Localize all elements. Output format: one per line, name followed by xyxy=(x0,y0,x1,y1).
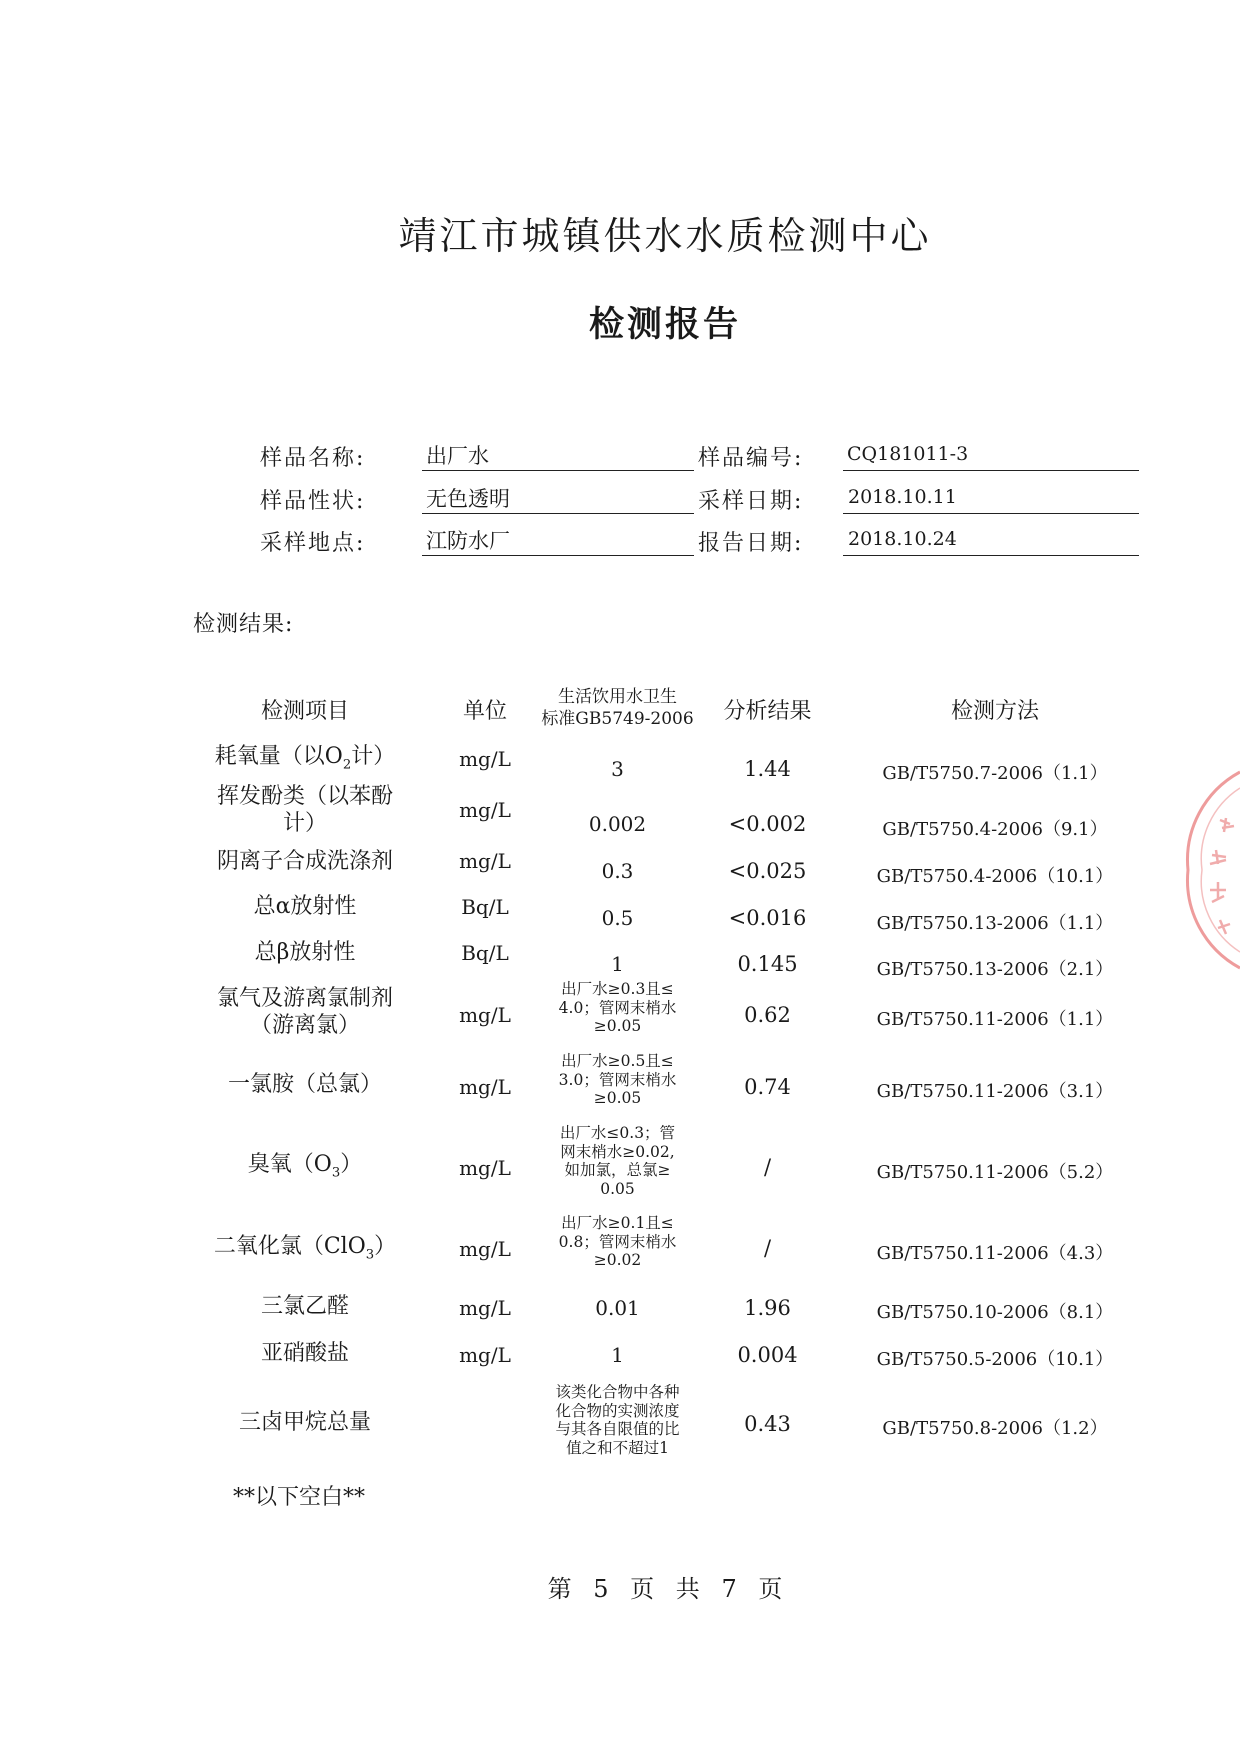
end-of-content-note: **以下空白** xyxy=(233,1485,366,1510)
standard-limit: 出厂水≥0.3且≤ 4.0；管网末梢水 ≥0.05 xyxy=(558,980,677,1035)
item-name: 挥发酚类（以苯酚 计） xyxy=(216,784,393,836)
test-method: GB/T5750.11-2006（5.2） xyxy=(876,1162,1114,1183)
item-name: 耗氧量（以$O_2$计） xyxy=(214,744,396,773)
unit: mg/L xyxy=(459,1156,511,1180)
test-method: GB/T5750.11-2006（4.3） xyxy=(876,1243,1114,1264)
column-header-method: 检测方法 xyxy=(950,699,1039,724)
analysis-result: / xyxy=(763,1236,772,1260)
analysis-result: <0.016 xyxy=(728,906,807,930)
column-header-item: 检测项目 xyxy=(260,699,349,724)
unit: Bq/L xyxy=(461,895,509,919)
item-name: 氯气及游离氯制剂 （游离氯） xyxy=(216,986,393,1038)
unit: mg/L xyxy=(459,1296,511,1320)
unit: mg/L xyxy=(459,1003,511,1027)
standard-limit: 0.01 xyxy=(595,1296,640,1320)
standard-limit: 出厂水≤0.3；管 网末梢水≥0.02, 如加氯，总氯≥ 0.05 xyxy=(559,1124,676,1198)
standard-limit: 0.5 xyxy=(601,906,634,930)
standard-limit: 0.002 xyxy=(588,812,647,836)
analysis-result: 0.74 xyxy=(744,1075,791,1099)
report-date-label: 报告日期: xyxy=(698,531,804,556)
sample-property-value: 无色透明 xyxy=(422,483,694,514)
sampling-date-label: 采样日期: xyxy=(698,489,804,514)
sample-property-label: 样品性状: xyxy=(260,489,366,514)
page-number: 第 5 页 共 7 页 xyxy=(547,1575,783,1603)
item-name: 臭氧$(O_3)$ xyxy=(247,1152,363,1181)
unit: mg/L xyxy=(459,798,511,822)
item-name: 三氯乙醛 xyxy=(260,1294,349,1319)
standard-limit: 1 xyxy=(611,1343,624,1367)
standard-limit: 该类化合物中各种 化合物的实测浓度 与其各自限值的比 值之和不超过1 xyxy=(555,1383,680,1457)
test-method: GB/T5750.11-2006（3.1） xyxy=(876,1081,1114,1102)
sample-no-label: 样品编号: xyxy=(698,446,804,471)
test-method: GB/T5750.11-2006（1.1） xyxy=(876,1009,1114,1030)
test-method: GB/T5750.4-2006（10.1） xyxy=(876,866,1114,887)
sample-name-label: 样品名称: xyxy=(260,446,366,471)
analysis-result: / xyxy=(763,1155,772,1179)
column-header-standard-line2: 标准GB5749-2006 xyxy=(541,709,694,729)
item-name: 三卤甲烷总量 xyxy=(238,1410,371,1435)
sampling-date-value: 2018.10.11 xyxy=(843,483,1139,514)
analysis-result: 0.004 xyxy=(737,1343,798,1367)
column-header-result: 分析结果 xyxy=(723,699,812,724)
analysis-result: 1.96 xyxy=(744,1296,791,1320)
official-seal-stamp xyxy=(1180,760,1240,1000)
unit: mg/L xyxy=(459,747,511,771)
item-name: 阴离子合成洗涤剂 xyxy=(216,849,393,874)
standard-limit: 出厂水≥0.1且≤ 0.8；管网末梢水 ≥0.02 xyxy=(558,1214,677,1269)
test-method: GB/T5750.5-2006（10.1） xyxy=(876,1349,1114,1370)
report-title: 检测报告 xyxy=(588,304,741,345)
unit: mg/L xyxy=(459,849,511,873)
test-method: GB/T5750.7-2006（1.1） xyxy=(882,763,1108,784)
item-name: 总β放射性 xyxy=(254,940,356,965)
unit: mg/L xyxy=(459,1237,511,1261)
unit: mg/L xyxy=(459,1075,511,1099)
item-name: 一氯胺（总氯） xyxy=(227,1072,382,1097)
report-date-value: 2018.10.24 xyxy=(843,525,1139,556)
column-header-unit: 单位 xyxy=(462,699,507,724)
sampling-site-label: 采样地点: xyxy=(260,531,366,556)
unit: Bq/L xyxy=(461,941,509,965)
analysis-result: 0.145 xyxy=(737,952,798,976)
column-header-standard xyxy=(540,686,695,730)
unit: mg/L xyxy=(459,1343,511,1367)
test-method: GB/T5750.4-2006（9.1） xyxy=(882,819,1108,840)
test-method: GB/T5750.13-2006（2.1） xyxy=(876,959,1114,980)
organization-title: 靖江市城镇供水水质检测中心 xyxy=(398,214,932,258)
test-method: GB/T5750.10-2006（8.1） xyxy=(876,1302,1114,1323)
standard-limit: 出厂水≥0.5且≤ 3.0；管网末梢水 ≥0.05 xyxy=(558,1052,677,1107)
sampling-site-value: 江防水厂 xyxy=(422,525,694,556)
test-method: GB/T5750.13-2006（1.1） xyxy=(876,913,1114,934)
analysis-result: <0.002 xyxy=(728,812,807,836)
column-header-standard-line1: 生活饮用水卫生 xyxy=(558,687,677,707)
analysis-result: 0.62 xyxy=(744,1003,791,1027)
item-name: 亚硝酸盐 xyxy=(260,1341,349,1366)
analysis-result: 1.44 xyxy=(744,757,791,781)
results-heading: 检测结果: xyxy=(193,612,294,637)
item-name: 二氧化氯（ClO$_3$） xyxy=(213,1234,397,1263)
sample-no-value: CQ181011-3 xyxy=(843,440,1139,471)
item-name: 总α放射性 xyxy=(253,894,357,919)
standard-limit: 3 xyxy=(611,757,624,781)
analysis-result: <0.025 xyxy=(728,859,807,883)
standard-limit: 1 xyxy=(611,952,624,976)
analysis-result: 0.43 xyxy=(744,1412,791,1436)
sample-name-value: 出厂水 xyxy=(422,440,694,471)
standard-limit: 0.3 xyxy=(601,859,634,883)
test-method: GB/T5750.8-2006（1.2） xyxy=(882,1418,1108,1439)
